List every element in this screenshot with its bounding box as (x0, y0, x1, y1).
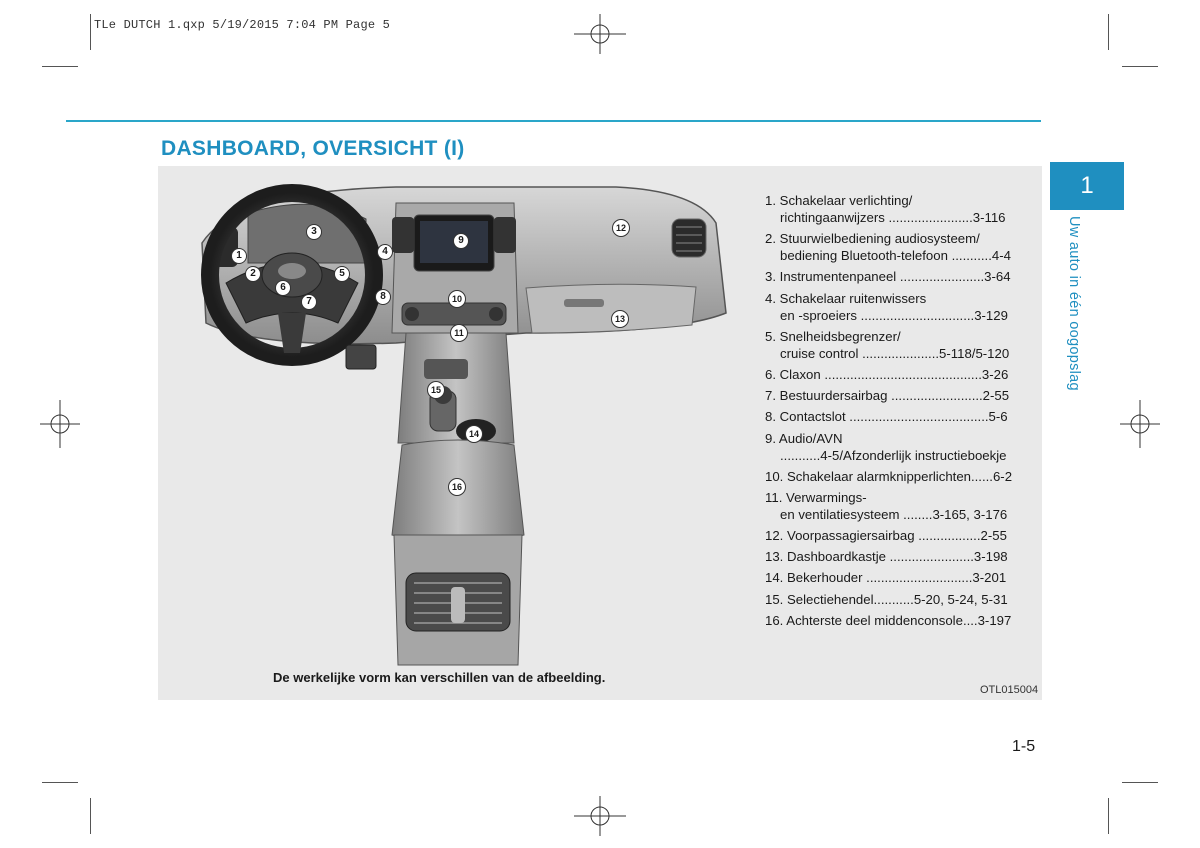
list-item (765, 430, 1040, 464)
item-line: en ventilatiesysteem ........3-165, 3-176 (780, 506, 1008, 522)
crop-mark (42, 66, 78, 67)
callout-3: 3 (306, 224, 322, 240)
print-header: TLe DUTCH 1.qxp 5/19/2015 7:04 PM Page 5 (94, 18, 391, 32)
callout-2: 2 (245, 266, 261, 282)
item-line: 11. Verwarmings- (765, 489, 867, 505)
dashboard-illustration (196, 183, 736, 668)
list-item (765, 468, 1040, 485)
callout-5: 5 (334, 266, 350, 282)
chapter-label: Uw auto in één oogopslag (1066, 216, 1082, 391)
list-item (765, 591, 1040, 608)
item-line: en -sproeiers ...............................3-129 (780, 307, 1008, 323)
crop-mark (1122, 782, 1158, 783)
item-line: 12. Voorpassagiersairbag .................2-55 (765, 528, 1007, 544)
item-line: 4. Schakelaar ruitenwissers (765, 290, 927, 306)
list-item (765, 290, 1040, 324)
callout-9: 9 (453, 233, 469, 249)
list-item (765, 268, 1040, 285)
callout-14: 14 (465, 425, 483, 443)
item-line: ...........4-5/Afzonderlijk instructieboekje (780, 447, 1007, 463)
callout-11: 11 (450, 324, 468, 342)
crop-mark (90, 14, 91, 50)
registration-mark (1120, 400, 1160, 448)
callout-7: 7 (301, 294, 317, 310)
crop-mark (90, 798, 91, 834)
item-line: 5. Snelheidsbegrenzer/ (765, 328, 901, 344)
list-item (765, 192, 1040, 226)
page-number: 1-5 (1012, 738, 1036, 755)
callout-15: 15 (427, 381, 445, 399)
crop-mark (42, 782, 78, 783)
callout-12: 12 (612, 219, 630, 237)
item-line: 10. Schakelaar alarmknipperlichten......6-2 (765, 468, 1013, 484)
list-item (765, 387, 1040, 404)
figure-code: OTL015004 (980, 684, 1039, 696)
item-line: 2. Stuurwielbediening audiosysteem/ (765, 231, 980, 247)
item-line: 9. Audio/AVN (765, 430, 843, 446)
item-line: 15. Selectiehendel...........5-20, 5-24, 5-31 (765, 591, 1008, 607)
item-line: 1. Schakelaar verlichting/ (765, 193, 913, 208)
item-line: richtingaanwijzers .......................3-116 (780, 210, 1006, 225)
callout-1: 1 (231, 248, 247, 264)
item-list (765, 192, 1040, 633)
list-item (765, 489, 1040, 523)
callout-6: 6 (275, 280, 291, 296)
chapter-tab (1050, 162, 1124, 210)
list-item (765, 408, 1040, 425)
registration-mark (40, 400, 80, 448)
item-line: 13. Dashboardkastje .......................3-198 (765, 549, 1008, 565)
list-item (765, 548, 1040, 565)
chapter-number: 1 (1080, 172, 1094, 199)
crop-mark (1108, 14, 1109, 50)
list-item (765, 328, 1040, 362)
top-rule (66, 120, 1041, 122)
registration-mark (574, 796, 626, 836)
callout-8: 8 (375, 289, 391, 305)
callout-13: 13 (611, 310, 629, 328)
registration-mark (574, 14, 626, 54)
crop-mark (1122, 66, 1158, 67)
list-item (765, 612, 1040, 629)
list-item (765, 230, 1040, 264)
item-line: 16. Achterste deel middenconsole....3-197 (765, 612, 1012, 628)
item-line: 14. Bekerhouder .............................3-201 (765, 570, 1007, 586)
callout-16: 16 (448, 478, 466, 496)
callout-10: 10 (448, 290, 466, 308)
item-line: 3. Instrumentenpaneel .......................3-64 (765, 269, 1011, 285)
list-item (765, 527, 1040, 544)
list-item (765, 569, 1040, 586)
item-line: 7. Bestuurdersairbag .........................2-55 (765, 388, 1010, 404)
item-line: 6. Claxon ...........................................3-26 (765, 366, 1009, 382)
item-line: cruise control .....................5-118/5-120 (780, 345, 1010, 361)
figure-caption: De werkelijke vorm kan verschillen van de afbeelding. (273, 670, 606, 685)
page-title: DASHBOARD, OVERSICHT (I) (161, 137, 465, 160)
callout-4: 4 (377, 244, 393, 260)
item-line: 8. Contactslot ......................................5-6 (765, 409, 1008, 425)
crop-mark (1108, 798, 1109, 834)
item-line: bediening Bluetooth-telefoon ...........4-4 (780, 248, 1011, 264)
list-item (765, 366, 1040, 383)
